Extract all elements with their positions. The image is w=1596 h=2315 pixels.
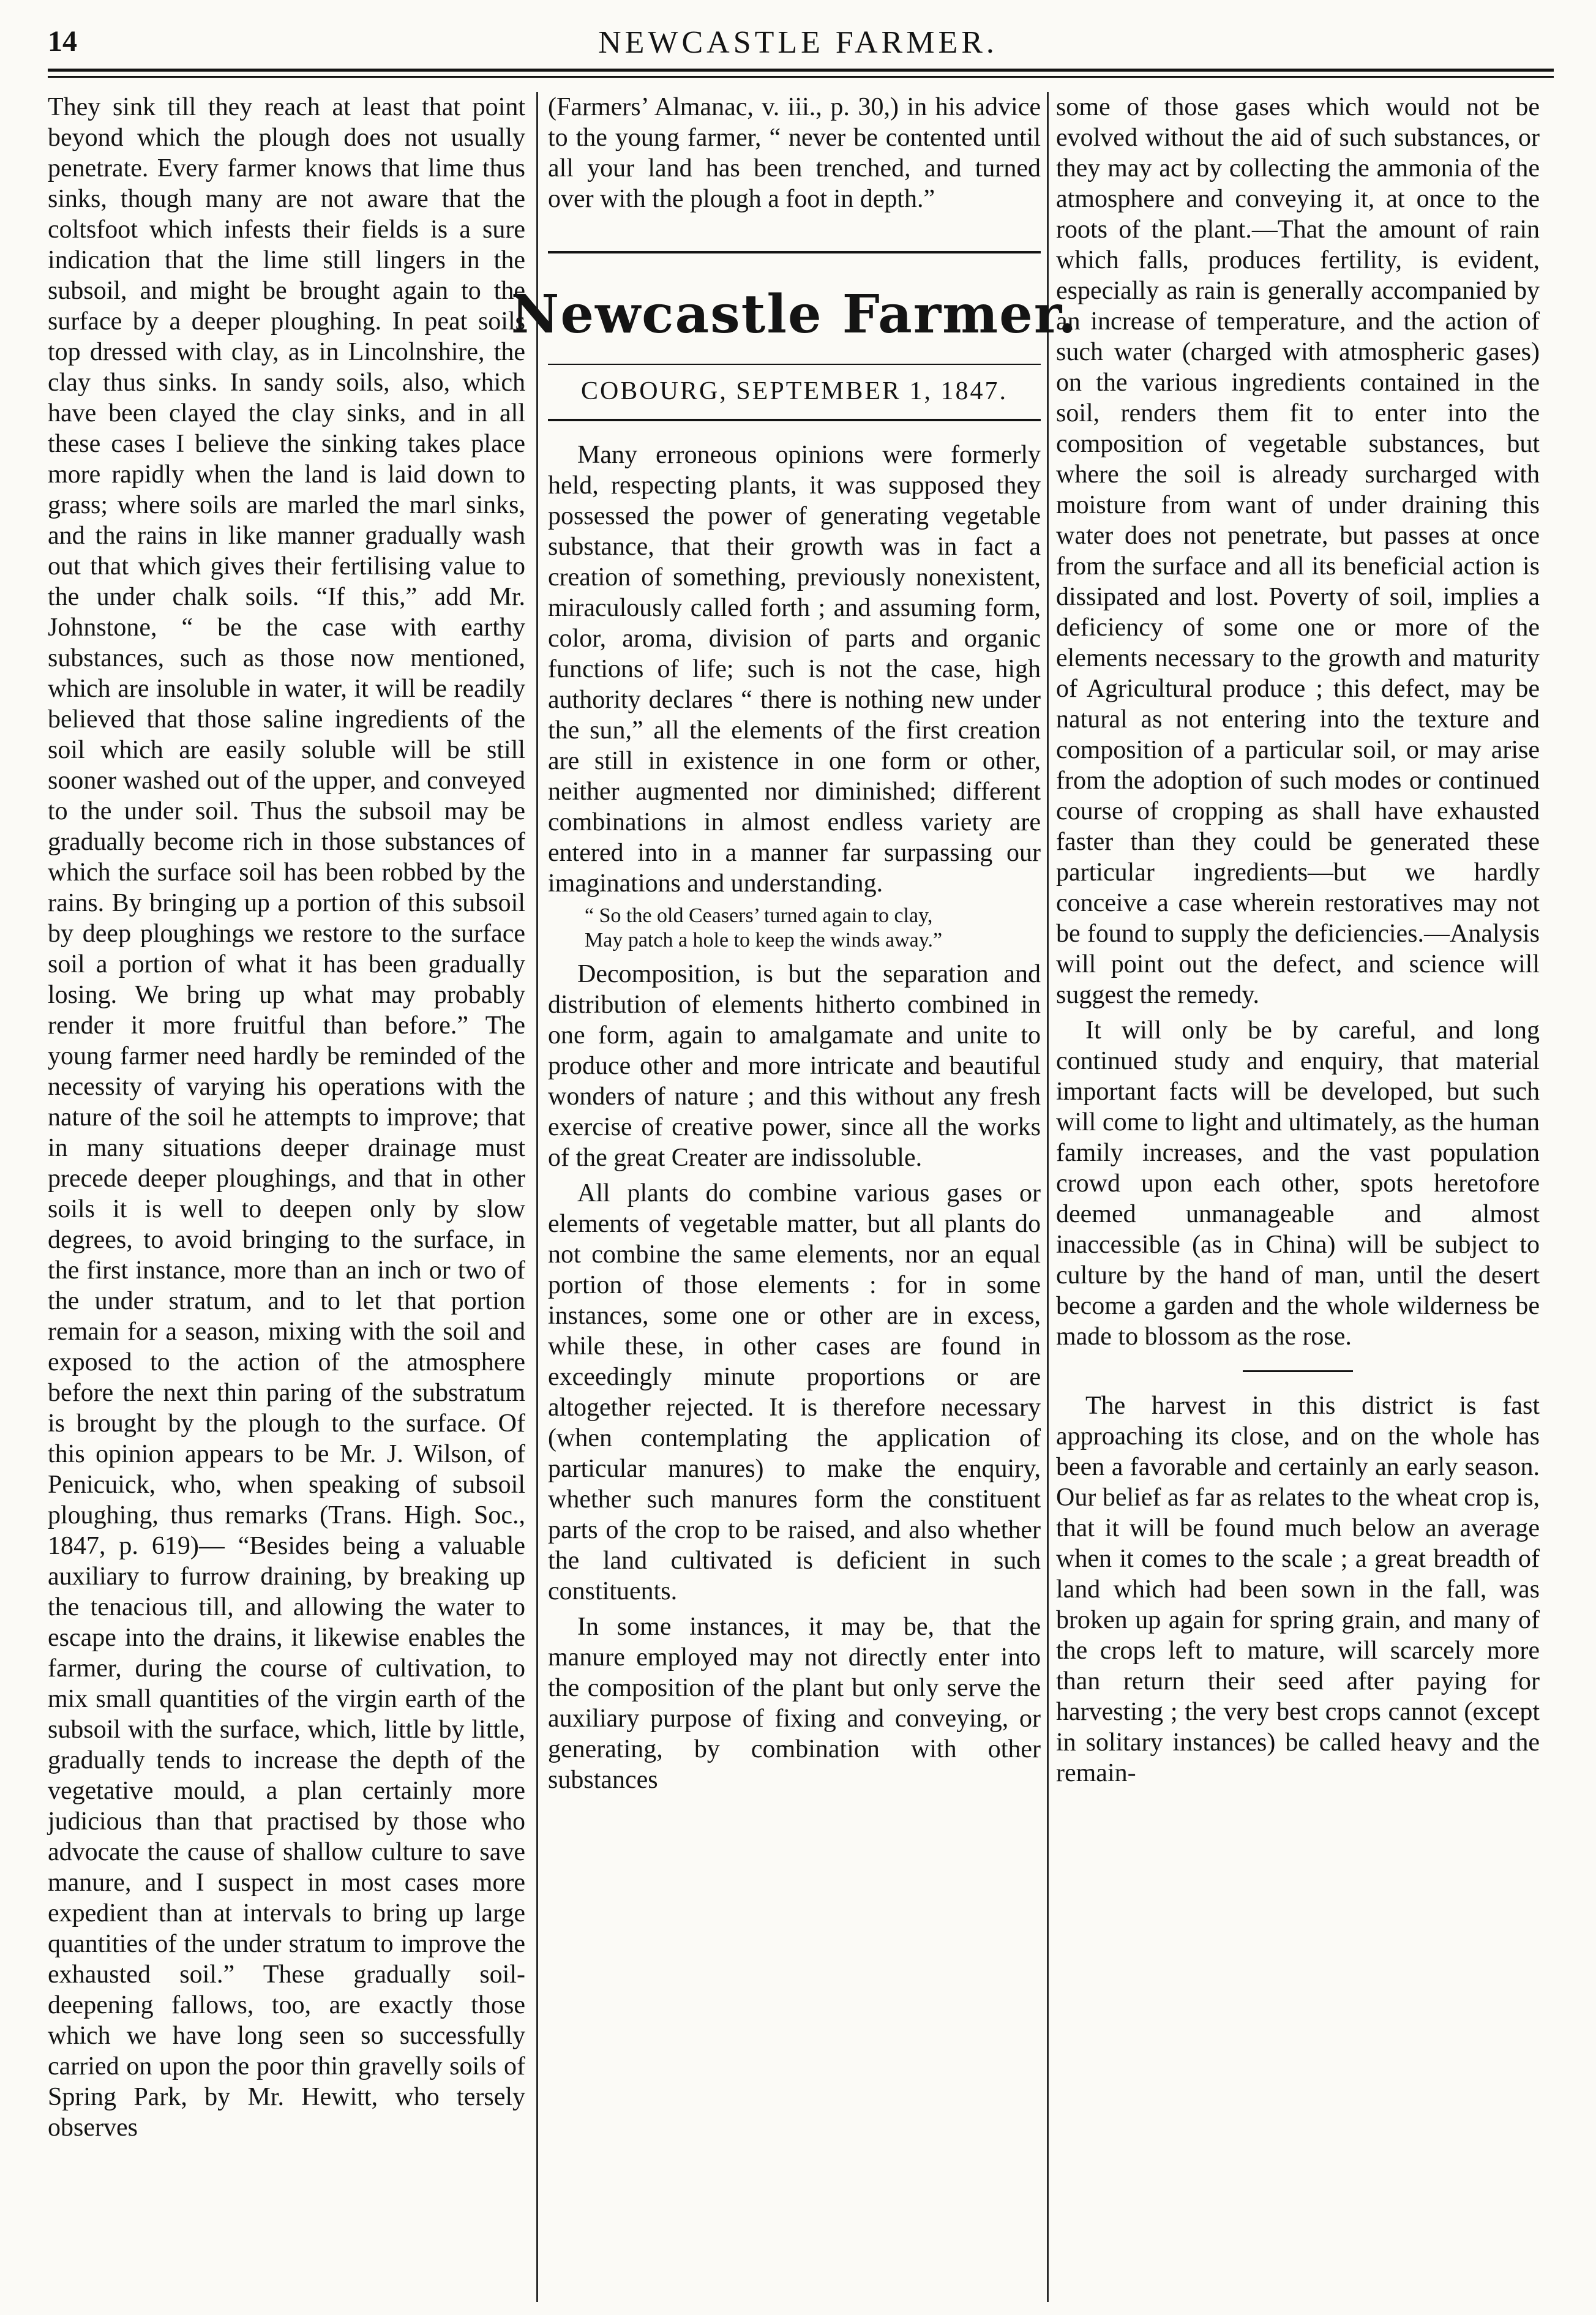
- article-paragraph: Decomposition, is but the separation and distribution of elements hitherto combined in one form, again to amalgamate and unite to produce other and more intricate and beautiful wonders of nature ; and this without any fresh exercise of creative power, since all the works of the great Creater are indissoluble.: [548, 960, 1041, 1172]
- column-rule-right: [1047, 92, 1049, 2302]
- header-rule-thin: [48, 76, 1554, 78]
- verse-quote-line: “ So the old Ceasers’ turned again to clay,: [585, 904, 933, 927]
- verse-quote-line: May patch a hole to keep the winds away.”: [585, 929, 943, 951]
- masthead-dateline: COBOURG, SEPTEMBER 1, 1847.: [548, 364, 1041, 407]
- column-one-text: They sink till they reach at least that point beyond which the plough does not usually penetrate. Every farmer knows that lime thus sinks, though many are not aware that the coltsfoot which infests their fields is a sure indication that the lime still lingers in the subsoil, and might be brought again to the surface by a deeper ploughing. In peat soils top dressed with clay, as in Lincolnshire, the clay thus sinks. In sandy soils, also, which have been clayed the clay sinks, and in all these cases I believe the sinking takes place more rapidly when the land is laid down to grass; where soils are marled the marl sinks, and the rains in like manner gradually wash out that which gives their fertilising value to the under chalk soils. “If this,” add Mr. Johnstone, “ be the case with earthy substances, such as those now mentioned, which are insoluble in water, it will be readily believed that those saline ingredients of the soil which are easily soluble will be still sooner washed out of the upper, and conveyed to the under soil. Thus the subsoil may be gradually become rich in those substances of which the surface soil has been robbed by the rains. By bringing up a portion of this subsoil by deep ploughings we restore to the surface soil a portion of what it has been gradually losing. We bring up what may probably render it more fruitful than before.” The young farmer need hardly be reminded of the necessity of varying his operations with the nature of the soil he attempts to improve; that in many situations deeper drainage must precede deeper ploughings, and that in other soils it is well to deepen only by slow degrees, to avoid bringing to the surface, in the first instance, more than an inch or two of the under stratum, and to let that portion remain for a season, mixing with the soil and exposed to the action of the atmosphere before the next thin paring of the substratum is brought by the plough to the surface. Of this opinion appears to be Mr. J. Wilson, of Penicuick, who, when speaking of subsoil ploughing, thus remarks (Trans. High. Soc., 1847, p. 619)— “Besides being a valuable auxiliary to furrow draining, by breaking up the tenacious till, and allowing the water to escape into the drains, it likewise enables the farmer, during the course of cultivation, to mix small quantities of the virgin earth of the subsoil with the surface, which, little by little, gradually tends to increase the depth of the vegetative mould, a plan certainly more judicious than that practised by those who advocate the cause of shallow culture to save manure, and I suspect in most cases more expedient than at intervals to bring up large quantities of the under stratum to improve the exhausted soil.” These gradually soil-deepening fallows, too, are exactly those which we have long seen so successfully carried on upon the poor thin gravelly soils of Spring Park, by Mr. Hewitt, who tersely observes: [48, 93, 525, 2142]
- continued-paragraph: (Farmers’ Almanac, v. iii., p. 30,) in his advice to the young farmer, “ never be contented until all your land has been trenched, and turned over with the plough a foot in depth.”: [548, 93, 1041, 213]
- column-one: [48, 92, 525, 2302]
- page-number: 14: [48, 25, 77, 58]
- header-rule: [48, 69, 1554, 72]
- article-paragraph: some of those gases which would not be evolved without the aid of such substances, or they may act by collecting the ammonia of the atmosphere and conveying it, at once to the roots of the plant.—That the amount of rain which falls, produces fertility, is evident, especially as rain is generally accompanied by an increase of temperature, and the action of such water (charged with atmospheric gases) on the various ingredients contained in the soil, renders them fit to enter into the composition of vegetable substances, but where the soil is already surcharged with moisture from want of under draining this water does not penetrate, but passes at once from the surface and all its beneficial action is dissipated and lost. Poverty of soil, implies a deficiency of some one or more of the elements necessary to the growth and maturity of Agricultural produce ; this defect, may be natural as not entering into the texture and composition of a particular soil, or may arise from the adoption of such modes or continued course of cropping as shall have exhausted faster than they could be generated these particular ingredients—but we hardly conceive a case wherein restoratives may not be found to supply the deficiencies.—Analysis will point out the defect, and science will suggest the remedy.: [1056, 93, 1540, 1009]
- running-head: NEWCASTLE FARMER.: [598, 25, 998, 60]
- section-divider: [1243, 1370, 1353, 1372]
- article-paragraph: It will only be by careful, and long continued study and enquiry, that material important facts will be developed, but such will come to light and ultimately, as the human family increases, and the vast population crowd upon each other, spots heretofore deemed unmanageable and almost inaccessible (as in China) will be subject to culture by the hand of man, until the desert become a garden and the whole wilderness be made to blossom as the rose.: [1056, 1016, 1540, 1351]
- masthead-title-right: Farmer.: [842, 283, 1078, 345]
- article-paragraph: In some instances, it may be, that the manure employed may not directly enter into the composition of the plant but only serve the auxiliary purpose of fixing and conveying, or generating, by combination with other substances: [548, 1613, 1041, 1794]
- column-rule-left: [536, 92, 538, 2302]
- article-paragraph: Many erroneous opinions were formerly held, respecting plants, it was supposed they possessed the power of generating vegetable substance, that their growth was in fact a creation of something, previously nonexistent, miraculously called forth ; and assuming form, color, aroma, division of parts and organic functions of life; such is not the case, high authority declares “ there is nothing new under the sun,” all the elements of the first creation are still in existence in one form or other, neither augmented nor diminished; different combinations in almost endless variety are entered into in a manner far surpassing our imaginations and understanding.: [548, 441, 1041, 898]
- article-paragraph: All plants do combine various gases or elements of vegetable matter, but all plants do not combine the same elements, nor an equal portion of those elements : for in some instances, some one or other are in excess, while these, in other cases are found in exceedingly minute proportions or are altogether rejected. It is therefore necessary (when contemplating the application of particular manures) to make the enquiry, whether such manures form the constituent parts of the crop to be raised, and also whether the land cultivated is deficient in such constituents.: [548, 1179, 1041, 1605]
- masthead-title-left: Newcastle: [511, 283, 823, 345]
- article-paragraph: The harvest in this district is fast approaching its close, and on the whole has been a favorable and certainly an early season. Our belief as far as relates to the wheat crop is, that it will be found much below an average when it comes to the scale ; a great breadth of land which had been sown in the fall, was broken up again for spring grain, and many of the crops left to mature, will scarcely more than return their seed after paying for harvesting ; the very best crops cannot (except in solitary instances) be called heavy and the remain-: [1056, 1392, 1540, 1787]
- column-two: [511, 92, 1078, 2302]
- masthead: [511, 251, 1078, 421]
- column-three: [1056, 92, 1540, 2302]
